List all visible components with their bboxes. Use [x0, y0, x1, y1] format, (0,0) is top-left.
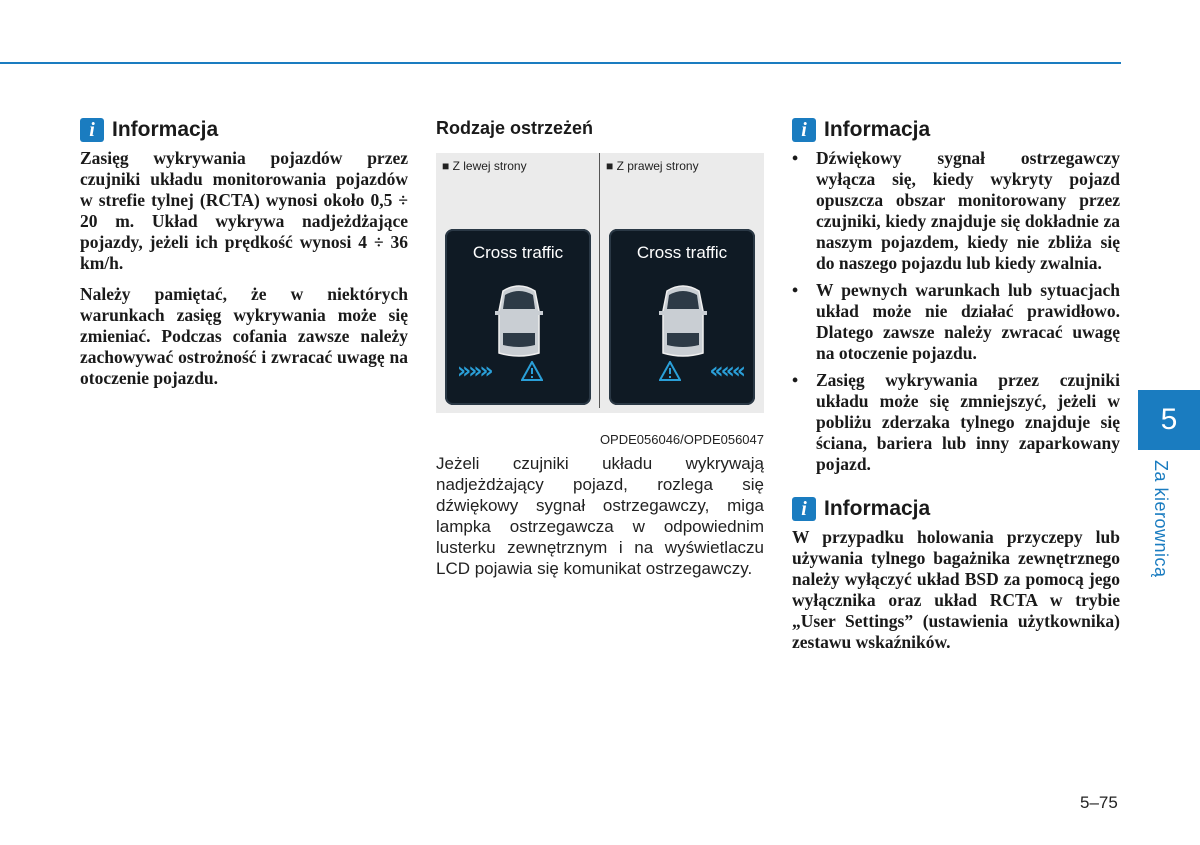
body-paragraph: Jeżeli czujniki układu wykrywają nadjeżdżający pojazd, rozlega się dźwiękowy sygnał ostrzegawczy, miga lampka ostrzegawcza w odpowiednim lusterku zewnętrznym i na wyświetlaczu LCD pojawia się komunikat ostrzegawczy.: [436, 454, 764, 578]
info-paragraph: Zasięg wykrywania pojazdów przez czujniki układu monitorowania pojazdów w strefie tylnej (RCTA) wynosi około 0,5 ÷ 20 m. Układ wykrywa nadjeżdżające pojazdy, jeżeli ich prędkość wynosi 4 ÷ 36 km/h.: [80, 148, 408, 273]
info-bullet-list: [792, 148, 1120, 475]
info-title: Informacja: [824, 118, 931, 141]
info-paragraph: W przypadku holowania przyczepy lub używania tylnego bagażnika zewnętrznego należy wyłączyć układ BSD za pomocą jego wyłącznika oraz układ RCTA w trybie „User Settings” (ustawienia użytkownika) zestawu wskaźników.: [792, 527, 1120, 652]
cluster-screen-left: [445, 229, 591, 405]
list-item: [792, 148, 1120, 274]
chapter-title: Za kierownicą: [1151, 460, 1171, 578]
figure-label-left: ■ Z lewej strony: [442, 159, 527, 173]
bullet: •: [792, 370, 799, 390]
bullet: •: [792, 148, 799, 168]
right-column: [792, 118, 1120, 663]
cluster-screen-right: [609, 229, 755, 405]
list-item-text: Dźwiękowy sygnał ostrzegawczy wyłącza się, kiedy wykryty pojazd opuszcza obszar monitorowany przez czujniki, kiedy znajduje się dokładnie za naszym pojazdem, kiedy nie zbliża się do naszego pojazdu lub kiedy zwalnia.: [816, 148, 1120, 273]
info-heading: [80, 118, 408, 142]
figure-caption: OPDE056046/OPDE056047: [599, 432, 764, 447]
info-icon: i: [80, 118, 104, 142]
list-item: [792, 370, 1120, 475]
figure-divider: [599, 153, 600, 408]
info-icon: i: [792, 497, 816, 521]
info-icon: i: [792, 118, 816, 142]
list-item-text: W pewnych warunkach lub sytuacjach układ może nie działać prawidłowo. Dlatego zawsze należy zwracać uwagę na otoczenie pojazdu.: [816, 280, 1120, 363]
list-item-text: Zasięg wykrywania przez czujniki układu może się zmniejszyć, jeżeli w pobliżu zderzaka tylnego znajduje się ściana, bariera lub inny zaparkowany pojazd.: [816, 370, 1120, 474]
arrows-right-icon: »»»: [457, 359, 491, 384]
info-paragraph: Należy pamiętać, że w niektórych warunkach zasięg wykrywania może się zmieniać. Podczas cofania zawsze należy zachowywać ostrożność i zwracać uwagę na otoczenie pojazdu.: [80, 284, 408, 388]
chapter-tab: [1138, 390, 1200, 450]
screen-title: Cross traffic: [636, 243, 728, 262]
car-icon: [491, 281, 547, 361]
car-icon: [655, 281, 711, 361]
warning-triangle-icon: [659, 361, 681, 381]
left-column: [80, 118, 408, 399]
figure-label-right: ■ Z prawej strony: [606, 159, 699, 173]
middle-column: [436, 118, 764, 579]
chapter-number: 5: [1160, 403, 1178, 436]
screen-title: Cross traffic: [472, 243, 564, 262]
info-heading: [792, 118, 1120, 142]
bullet: •: [792, 280, 799, 300]
info-heading: [792, 497, 1120, 521]
section-title: Rodzaje ostrzeżeń: [436, 118, 594, 138]
warning-triangle-icon: [521, 361, 543, 381]
warning-figure: [436, 153, 764, 447]
page-number: 5–75: [1080, 793, 1118, 812]
info-title: Informacja: [112, 118, 219, 141]
info-title: Informacja: [824, 497, 931, 520]
arrows-left-icon: «««: [709, 359, 743, 384]
header-rule: [0, 62, 1121, 64]
list-item: [792, 280, 1120, 364]
